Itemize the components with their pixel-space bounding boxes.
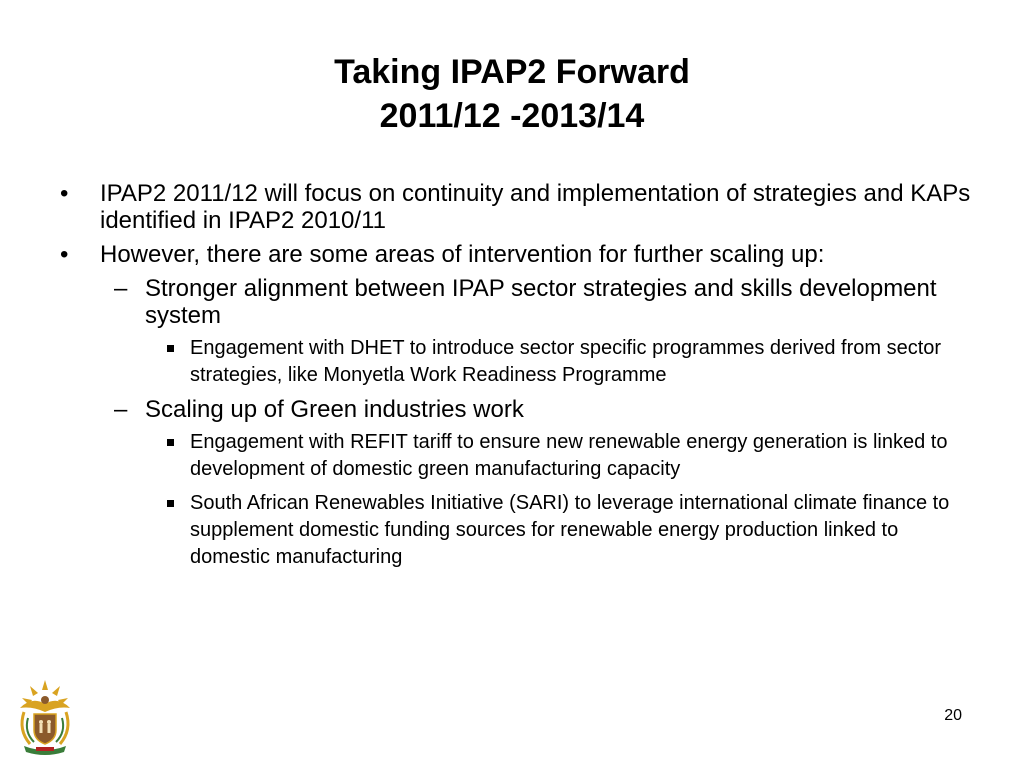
square-bullet-icon [167,345,174,352]
sub-bullet-text: Scaling up of Green industries work [145,396,524,423]
coat-of-arms-icon [12,678,78,758]
slide-title-line-1: Taking IPAP2 Forward [334,53,690,91]
slide-body [56,180,976,578]
dash-icon: – [114,275,128,302]
slide-title-line-2: 2011/12 -2013/14 [379,97,645,135]
bullet-dot-icon: • [60,241,69,268]
square-bullet-icon [167,500,174,507]
slide-title [0,50,1024,138]
bullet-text: However, there are some areas of intervention for further scaling up: [100,241,825,268]
bullet-text: IPAP2 2011/12 will focus on continuity and implementation of strategies and KAPs identified in IPAP2 2010/11 [100,180,971,234]
dash-icon: – [114,396,128,423]
sub-bullet-text: Stronger alignment between IPAP sector strategies and skills development system [145,275,937,329]
sub-sub-bullet-item [56,335,976,389]
sub-sub-bullet-text: South African Renewables Initiative (SARI) to leverage international climate finance to supplement domestic funding sources for renewable energy production linked to domestic manufacturing [190,492,950,568]
square-bullet-icon [167,439,174,446]
sub-sub-bullet-item [56,490,976,571]
bullet-item [56,241,976,268]
sub-sub-bullet-text: Engagement with DHET to introduce sector specific programmes derived from sector strategies, like Monyetla Work Readiness Programme [190,337,942,386]
sub-sub-bullet-text: Engagement with REFIT tariff to ensure new renewable energy generation is linked to development of domestic green manufacturing capacity [190,431,948,480]
sub-bullet-item [56,396,976,423]
bullet-dot-icon: • [60,180,69,207]
sub-sub-bullet-item [56,429,976,483]
page-number: 20 [944,707,962,724]
sub-bullet-item [56,275,976,329]
bullet-item [56,180,976,234]
